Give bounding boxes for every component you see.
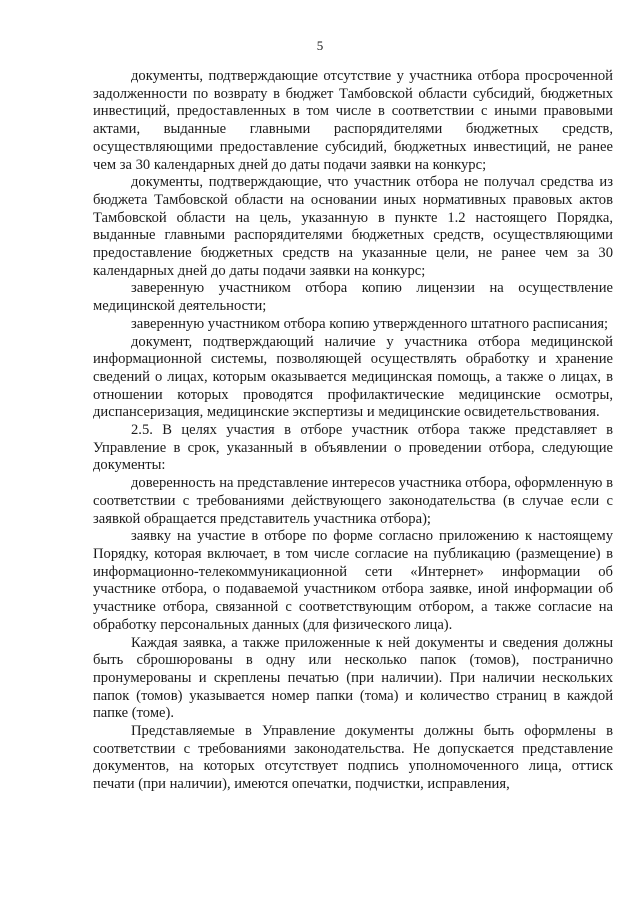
paragraph-debt-documents: документы, подтверждающие отсутствие у участника отбора просроченной задолженности по возврату в бюджет Тамбовской области субсидий, бюджетных инвестиций, предоставленных в том числе в соответствии с иными правовыми актами, выданные главными распорядителями бюджетных средств, осуществляющими предоставление субсидий, бюджетных инвестиций, не ранее чем за 30 календарных дней до даты подачи заявки на конкурс; bbox=[93, 68, 613, 173]
paragraph-document-formatting: Представляемые в Управление документы должны быть оформлены в соответствии с требованиями законодательства. Не допускается представление документов, на которых отсутствует подпись уполномоченного лица, оттиск печати (при наличии), имеются опечатки, подчистки, исправления, bbox=[93, 723, 613, 793]
page-number: 5 bbox=[316, 38, 324, 53]
paragraph-binding-requirements: Каждая заявка, а также приложенные к ней документы и сведения должны быть сброшюрованы в одну или несколько папок (томов), постранично пронумерованы и скреплены печатью (при наличии). При наличии нескольких папок (томов) указывается номер папки (тома) и количество страниц в каждой папке (томе). bbox=[93, 634, 613, 722]
paragraph-power-of-attorney: доверенность на представление интересов участника отбора, оформленную в соответствии с требованиями действующего законодательства (в случае если с заявкой обращается представитель участника отбора); bbox=[93, 475, 613, 527]
paragraph-staff-schedule: заверенную участником отбора копию утвержденного штатного расписания; bbox=[131, 315, 609, 332]
paragraph-medical-info-system: документ, подтверждающий наличие у участника отбора медицинской информационной системы, позволяющей осуществлять обработку и хранение сведений о лицах, которым оказывается медицинская помощь, а также о лицах, в отношении которых проводятся профилактические медицинские осмотры, диспансеризация, медицинские экспертизы и медицинские освидетельствования. bbox=[93, 333, 613, 421]
paragraph-section-2-5: 2.5. В целях участия в отборе участник отбора также представляет в Управление в срок, указанный в объявлении о проведении отбора, следующие документы: bbox=[93, 422, 613, 474]
paragraph-license-copy: заверенную участником отбора копию лицензии на осуществление медицинской деятельности; bbox=[93, 280, 613, 315]
paragraph-application-form: заявку на участие в отборе по форме согласно приложению к настоящему Порядку, которая включает, в том числе согласие на публикацию (размещение) в информационно-телекоммуникационной сети «Интернет» информации об участнике отбора, о подаваемой участником отбора заявке, иной информации об участнике отбора, связанной с соответствующим отбором, а также согласие на обработку персональных данных (для физического лица). bbox=[93, 528, 613, 633]
document-body bbox=[93, 68, 613, 794]
paragraph-no-funds-documents: документы, подтверждающие, что участник отбора не получал средства из бюджета Тамбовской области на основании иных нормативных правовых актов Тамбовской области на цель, указанную в пункте 1.2 настоящего Порядка, выданные главными распорядителями бюджетных средств, осуществляющими предоставление бюджетных средств на указанные цели, не ранее чем за 30 календарных дней до даты подачи заявки на конкурс; bbox=[93, 174, 613, 279]
